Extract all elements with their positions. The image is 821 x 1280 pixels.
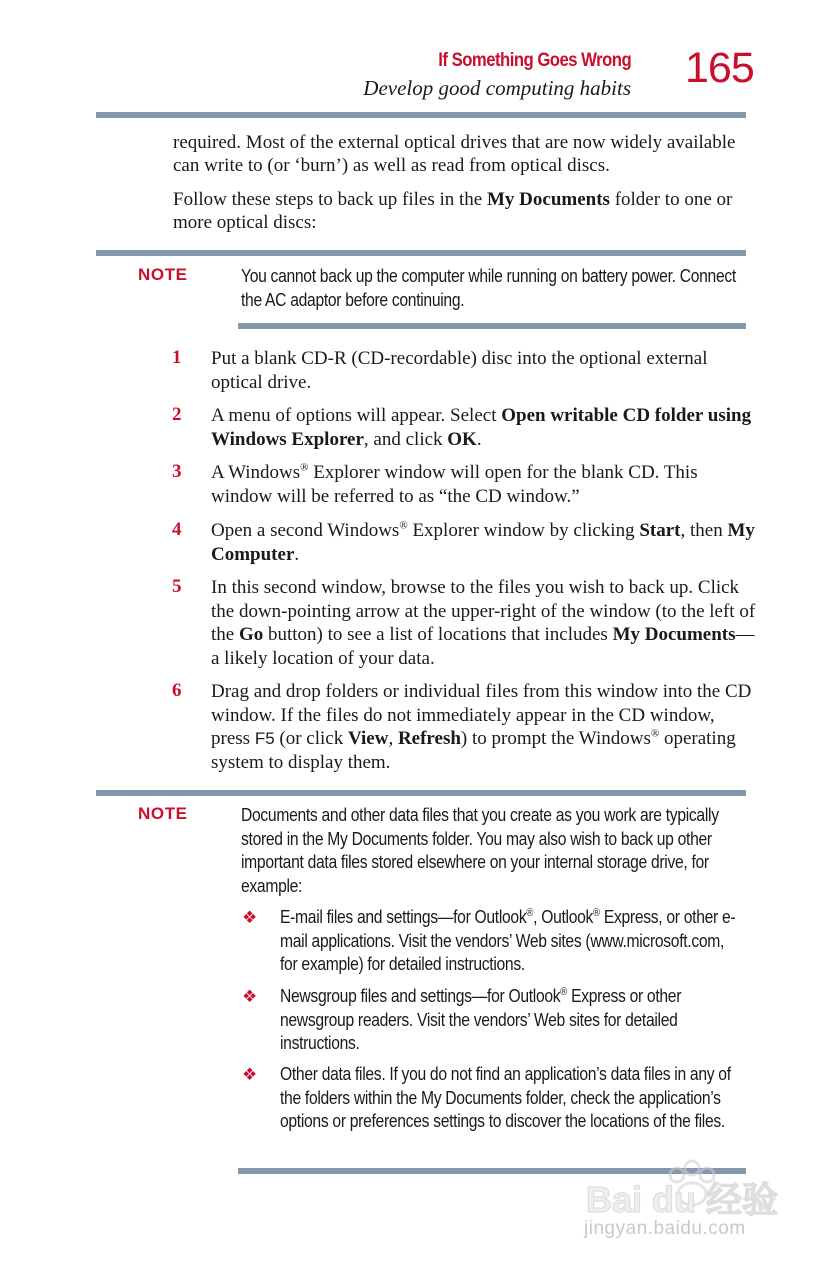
step-4-number: 4 — [172, 519, 182, 540]
bullet-2-text: Newsgroup files and settings—for Outlook® Express or other newsgroup readers. Visit the vendors’ Web sites for detailed instructions. — [280, 986, 682, 1053]
step-1-text: Put a blank CD-R (CD-recordable) disc into the optional external optical drive. — [211, 348, 708, 393]
step-3-text: A Windows® Explorer window will open for the blank CD. This window will be referred to as “the CD window.” — [211, 461, 698, 507]
note-2-label: NOTE — [138, 804, 188, 823]
intro-paragraph-2: Follow these steps to back up files in the My Documents folder to one or more optical discs: — [173, 189, 733, 233]
watermark-logo-text: Bai du 经验 — [586, 1179, 779, 1220]
note-1-top-rule — [96, 250, 746, 256]
page-number: 165 — [685, 44, 754, 92]
bullet-1-text: E-mail files and settings—for Outlook®, Outlook® Express, or other e-mail applications. Visit the vendors’ Web sites (www.microsoft.com, for example) for detailed instructions. — [280, 907, 736, 974]
note-2-text: Documents and other data files that you create as you work are typically stored in the My Documents folder. You may also wish to back up other important data files stored elsewhere on your internal storage drive, for example: — [241, 805, 719, 896]
step-6-text: Drag and drop folders or individual files from this window into the CD window. If the files do not immediately appear in the CD window, press F5 (or click View, Refresh) to prompt the Windows® operating system to display them. — [211, 681, 752, 773]
step-5-number: 5 — [172, 576, 182, 597]
step-5-text: In this second window, browse to the files you wish to back up. Click the down-pointing arrow at the upper-right of the window (to the left of the Go button) to see a list of locations that includes My Documents—a likely location of your data. — [211, 577, 756, 669]
bullet-3-text: Other data files. If you do not find an application’s data files in any of the folders within the My Documents folder, check the application’s options or preferences settings to discover the locations of the files. — [280, 1064, 731, 1131]
bullet-2-icon: ❖ — [242, 987, 258, 1006]
key-f5: F5 — [254, 729, 275, 748]
section-title: If Something Goes Wrong — [438, 50, 631, 71]
note-1-label: NOTE — [138, 265, 188, 284]
note-1-bottom-rule — [238, 323, 746, 329]
bullet-3-icon: ❖ — [242, 1065, 258, 1084]
intro-paragraph-1: required. Most of the external optical drives that are now widely available can write to (or ‘burn’) as well as read from optical discs. — [173, 132, 736, 176]
header-rule — [96, 112, 746, 118]
bullet-1-icon: ❖ — [242, 908, 258, 927]
watermark-url: jingyan.baidu.com — [584, 1218, 746, 1239]
step-1-number: 1 — [172, 347, 182, 368]
note-2-top-rule — [96, 790, 746, 796]
step-6-number: 6 — [172, 680, 182, 701]
step-2-text: A menu of options will appear. Select Open writable CD folder using Windows Explorer, and click OK. — [211, 405, 752, 450]
step-2-number: 2 — [172, 404, 182, 425]
note-1-text: You cannot back up the computer while running on battery power. Connect the AC adaptor before continuing. — [241, 266, 736, 310]
step-3-number: 3 — [172, 461, 182, 482]
baidu-watermark-logo — [582, 1150, 782, 1260]
step-4-text: Open a second Windows® Explorer window by clicking Start, then My Computer. — [211, 519, 755, 565]
section-subtitle: Develop good computing habits — [363, 76, 631, 100]
